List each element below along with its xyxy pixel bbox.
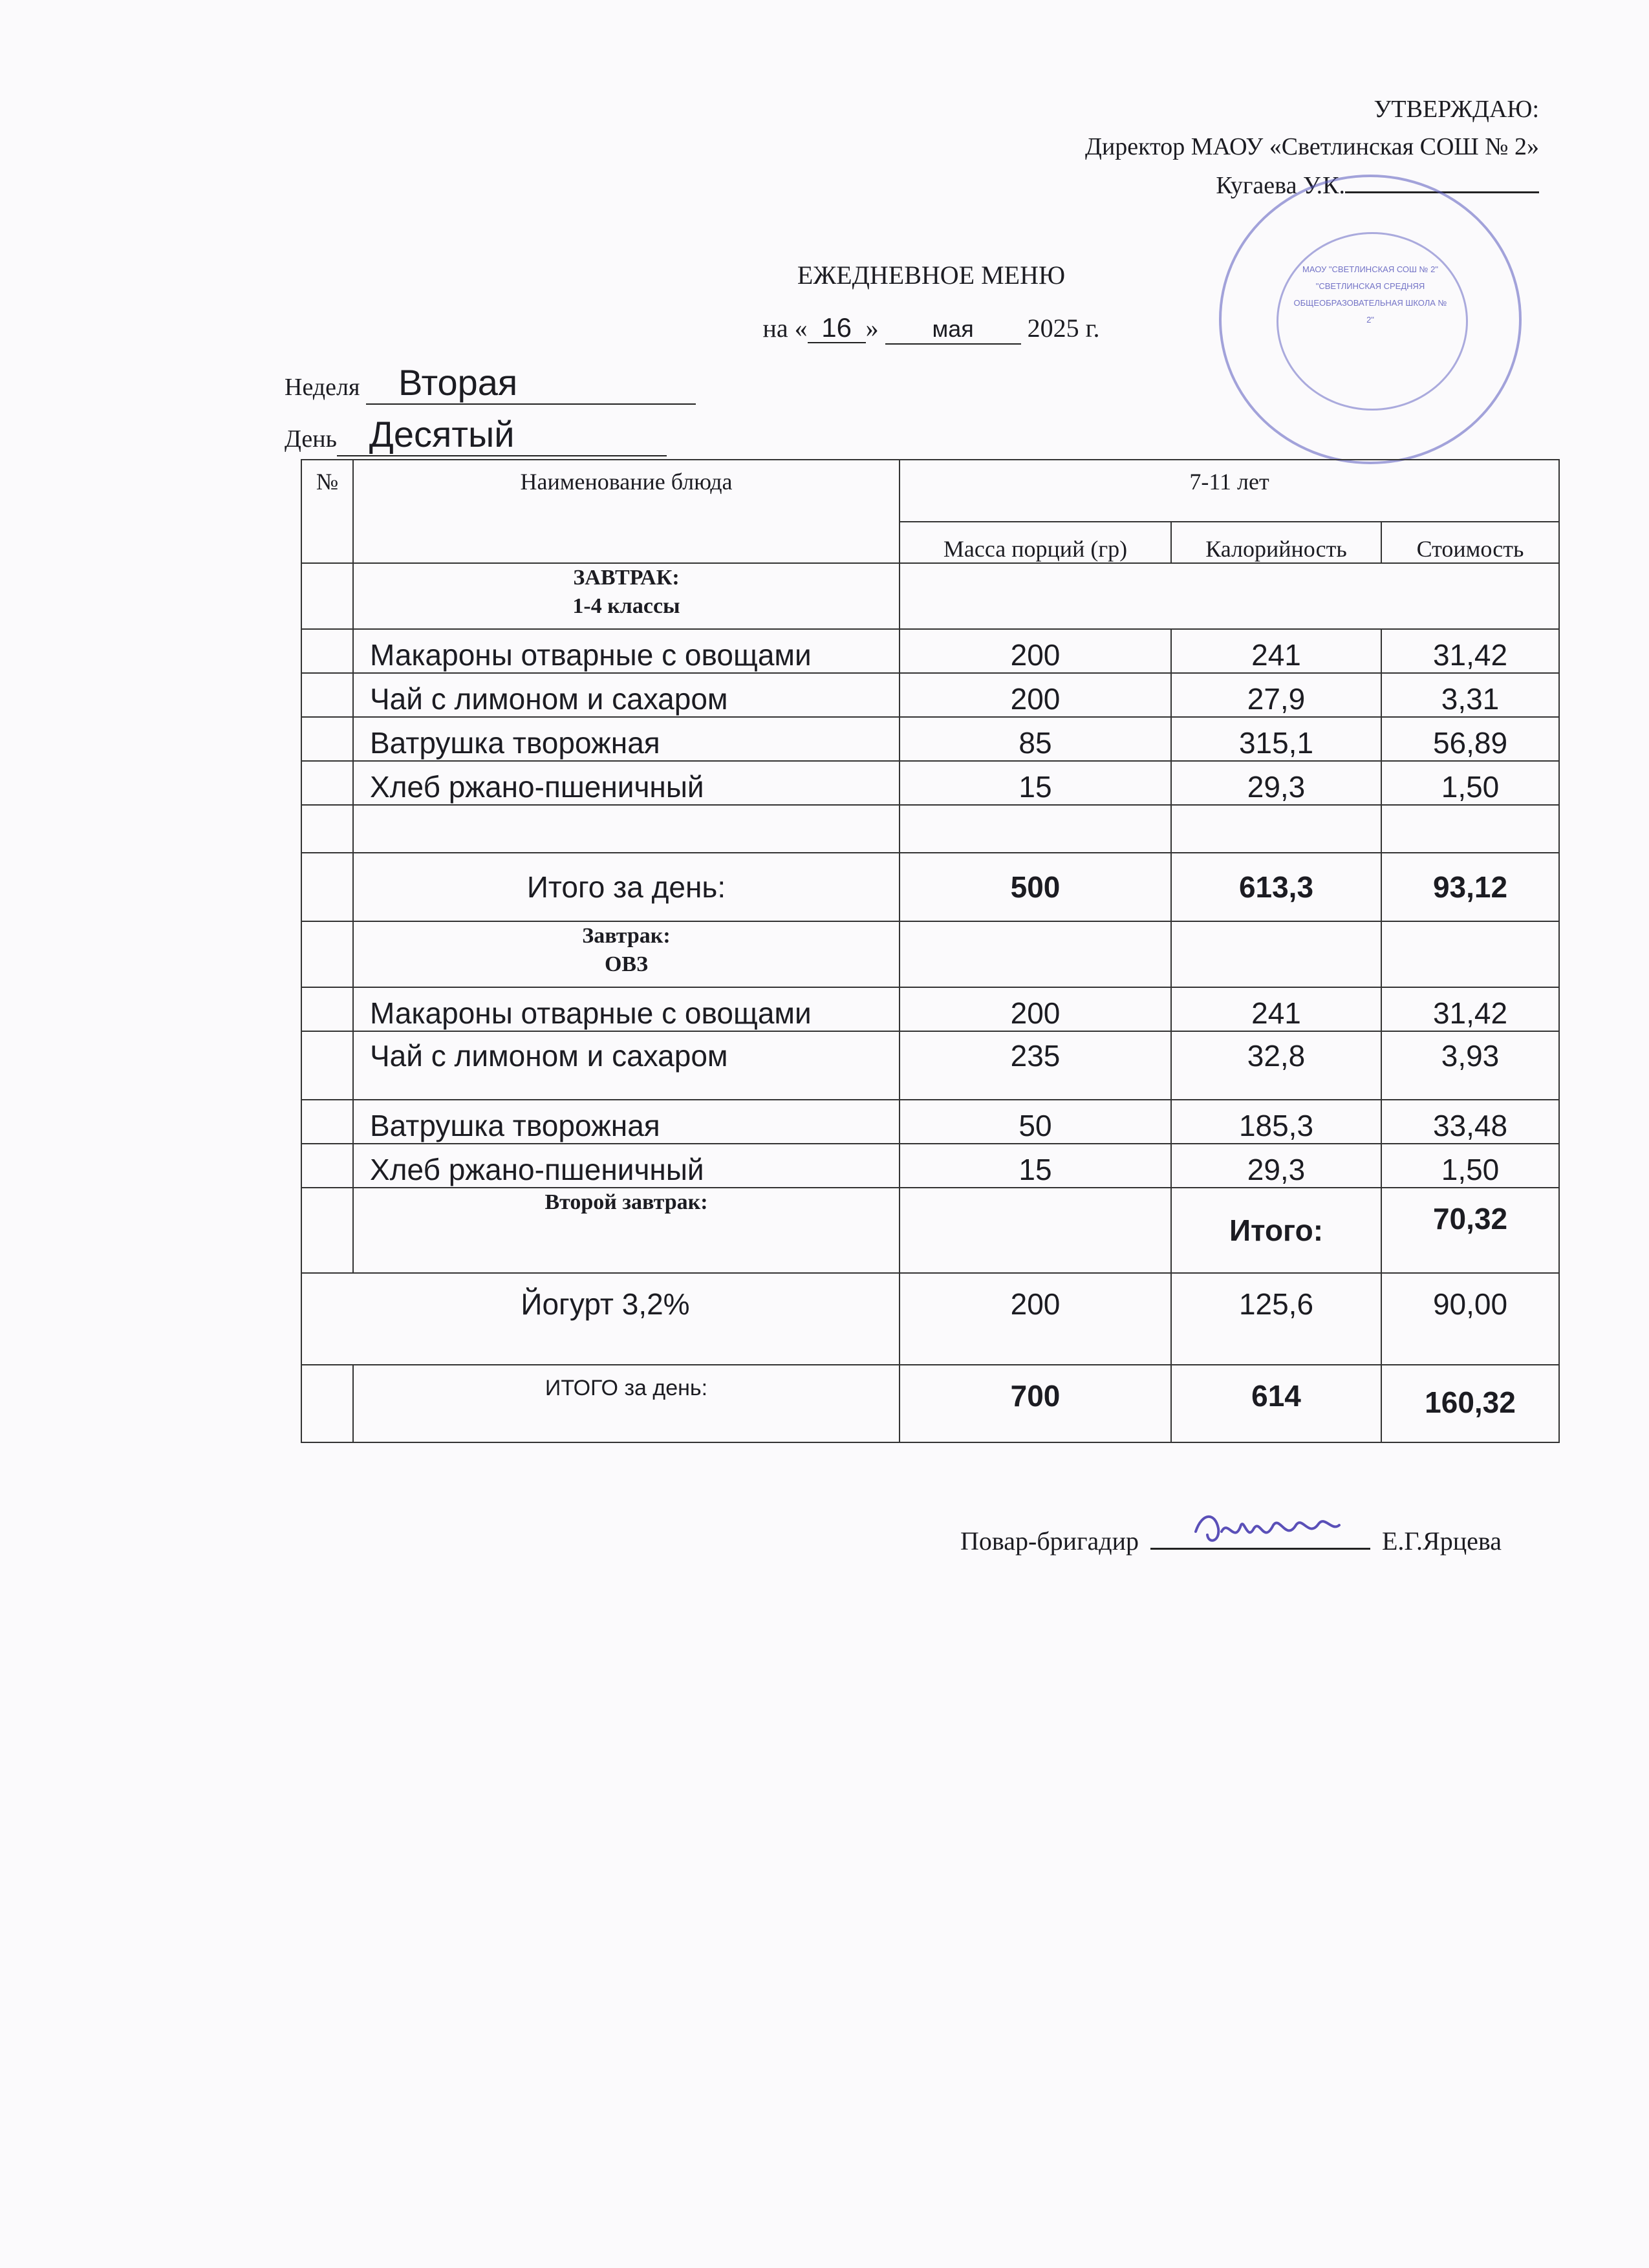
yogurt-row xyxy=(301,1273,1559,1365)
empty-cell xyxy=(301,1188,353,1273)
dish-calories: 29,3 xyxy=(1171,761,1381,805)
day-line xyxy=(285,414,667,456)
total-row xyxy=(301,853,1559,921)
empty-cell xyxy=(900,805,1171,853)
table-row xyxy=(301,673,1559,717)
dish-cost: 1,50 xyxy=(1381,1144,1559,1188)
dish-name: Хлеб ржано-пшеничный xyxy=(353,761,900,805)
table-row xyxy=(301,717,1559,761)
dish-name: Чай с лимоном и сахаром xyxy=(353,1031,900,1100)
approval-title: УТВЕРЖДАЮ: xyxy=(1374,96,1539,123)
total-calories: 613,3 xyxy=(1171,853,1381,921)
table-row xyxy=(301,987,1559,1031)
dish-calories: 29,3 xyxy=(1171,1144,1381,1188)
table-row xyxy=(301,1031,1559,1100)
subtotal-cost: 70,32 xyxy=(1381,1188,1559,1273)
empty-cell xyxy=(900,921,1171,987)
col-mass-header: Масса порций (гр) xyxy=(900,522,1171,563)
dish-cost: 56,89 xyxy=(1381,717,1559,761)
dish-calories: 315,1 xyxy=(1171,717,1381,761)
empty-cell xyxy=(900,1188,1171,1273)
empty-cell xyxy=(1381,805,1559,853)
dish-calories: 32,8 xyxy=(1171,1031,1381,1100)
dish-name: Хлеб ржано-пшеничный xyxy=(353,1144,900,1188)
table-row xyxy=(301,761,1559,805)
dish-mass: 200 xyxy=(900,987,1171,1031)
table-row xyxy=(301,1144,1559,1188)
section-title xyxy=(353,563,900,629)
dish-calories: 185,3 xyxy=(1171,1100,1381,1144)
section-title xyxy=(353,921,900,987)
dish-name: Ватрушка творожная xyxy=(353,1100,900,1144)
date-prefix: на « xyxy=(762,314,808,343)
row-num xyxy=(301,717,353,761)
date-month: мая xyxy=(885,315,1021,345)
stamp-center-text: МАОУ "СВЕТЛИНСКАЯ СОШ № 2" "СВЕТЛИНСКАЯ СРЕДНЯЯ ОБЩЕОБРАЗОВАТЕЛЬНАЯ ШКОЛА № 2" xyxy=(1293,264,1447,325)
section-line2: ОВЗ xyxy=(604,952,649,976)
day-label: День xyxy=(285,425,337,453)
row-num xyxy=(301,1100,353,1144)
section-line1: Завтрак: xyxy=(582,924,671,948)
dish-mass: 15 xyxy=(900,1144,1171,1188)
dish-calories: 27,9 xyxy=(1171,673,1381,717)
cook-name: Е.Г.Ярцева xyxy=(1382,1526,1502,1556)
week-line xyxy=(285,362,696,405)
dish-mass: 200 xyxy=(900,629,1171,673)
total-mass: 500 xyxy=(900,853,1171,921)
empty-row xyxy=(301,805,1559,853)
date-day: 16 xyxy=(808,314,866,343)
dish-mass: 15 xyxy=(900,761,1171,805)
row-num xyxy=(301,673,353,717)
grand-total-mass: 700 xyxy=(900,1365,1171,1442)
dish-name: Ватрушка творожная xyxy=(353,717,900,761)
subtotal-label: Итого: xyxy=(1171,1188,1381,1273)
dish-cost: 31,42 xyxy=(1381,987,1559,1031)
col-cal-header: Калорийность xyxy=(1171,522,1381,563)
section-line1: ЗАВТРАК: xyxy=(573,566,680,590)
title-block xyxy=(0,249,1649,355)
week-label: Неделя xyxy=(285,374,360,401)
empty-cell xyxy=(301,1365,353,1442)
row-num xyxy=(301,1031,353,1100)
dish-cost: 31,42 xyxy=(1381,629,1559,673)
total-label: Итого за день: xyxy=(353,853,900,921)
cook-signature-block xyxy=(960,1526,1502,1556)
page-title: ЕЖЕДНЕВНОЕ МЕНЮ xyxy=(797,261,1066,290)
grand-total-row xyxy=(301,1365,1559,1442)
row-num xyxy=(301,987,353,1031)
grand-total-cost: 160,32 xyxy=(1381,1365,1559,1442)
dish-cost: 90,00 xyxy=(1381,1273,1559,1365)
grand-total-label: ИТОГО за день: xyxy=(353,1365,900,1442)
dish-calories: 125,6 xyxy=(1171,1273,1381,1365)
handwritten-signature xyxy=(1189,1506,1344,1557)
dish-calories: 241 xyxy=(1171,987,1381,1031)
empty-cell xyxy=(353,805,900,853)
date-year: 2025 г. xyxy=(1027,314,1100,343)
row-num xyxy=(301,1144,353,1188)
dish-name: Макароны отварные с овощами xyxy=(353,629,900,673)
dish-cost: 1,50 xyxy=(1381,761,1559,805)
approval-name: Кугаева У.К. xyxy=(1216,172,1345,199)
age-group-header: 7-11 лет xyxy=(900,460,1559,522)
header-row xyxy=(301,460,1559,522)
dish-mass: 50 xyxy=(900,1100,1171,1144)
dish-cost: 3,93 xyxy=(1381,1031,1559,1100)
dish-name: Макароны отварные с овощами xyxy=(353,987,900,1031)
total-cost: 93,12 xyxy=(1381,853,1559,921)
table-row xyxy=(301,629,1559,673)
empty-cell xyxy=(301,563,353,629)
menu-table xyxy=(301,459,1560,1443)
empty-cell xyxy=(301,805,353,853)
dish-name: Чай с лимоном и сахаром xyxy=(353,673,900,717)
date-line xyxy=(0,302,1649,355)
col-name-header: Наименование блюда xyxy=(353,460,900,563)
dish-mass: 85 xyxy=(900,717,1171,761)
table-row xyxy=(301,1100,1559,1144)
empty-cell xyxy=(1381,921,1559,987)
week-value: Вторая xyxy=(366,362,696,405)
empty-cell xyxy=(1171,805,1381,853)
col-cost-header: Стоимость xyxy=(1381,522,1559,563)
dish-cost: 3,31 xyxy=(1381,673,1559,717)
approval-position: Директор МАОУ «Светлинская СОШ № 2» xyxy=(1085,133,1539,160)
signature-line xyxy=(1150,1541,1370,1550)
empty-cell xyxy=(301,853,353,921)
col-num-header: № xyxy=(301,460,353,563)
dish-name: Йогурт 3,2% xyxy=(301,1273,900,1365)
dish-calories: 241 xyxy=(1171,629,1381,673)
cook-position: Повар-бригадир xyxy=(960,1526,1139,1556)
empty-cell xyxy=(1171,921,1381,987)
row-num xyxy=(301,761,353,805)
second-breakfast-label: Второй завтрак: xyxy=(353,1188,900,1273)
day-value: Десятый xyxy=(337,414,667,456)
empty-cell xyxy=(301,921,353,987)
dish-mass: 200 xyxy=(900,1273,1171,1365)
empty-cell xyxy=(900,563,1559,629)
row-num xyxy=(301,629,353,673)
date-mid: » xyxy=(865,314,885,343)
dish-mass: 200 xyxy=(900,673,1171,717)
second-breakfast-row xyxy=(301,1188,1559,1273)
section-line2: 1-4 классы xyxy=(572,594,680,618)
dish-mass: 235 xyxy=(900,1031,1171,1100)
grand-total-calories: 614 xyxy=(1171,1365,1381,1442)
dish-cost: 33,48 xyxy=(1381,1100,1559,1144)
section-row xyxy=(301,921,1559,987)
section-row xyxy=(301,563,1559,629)
